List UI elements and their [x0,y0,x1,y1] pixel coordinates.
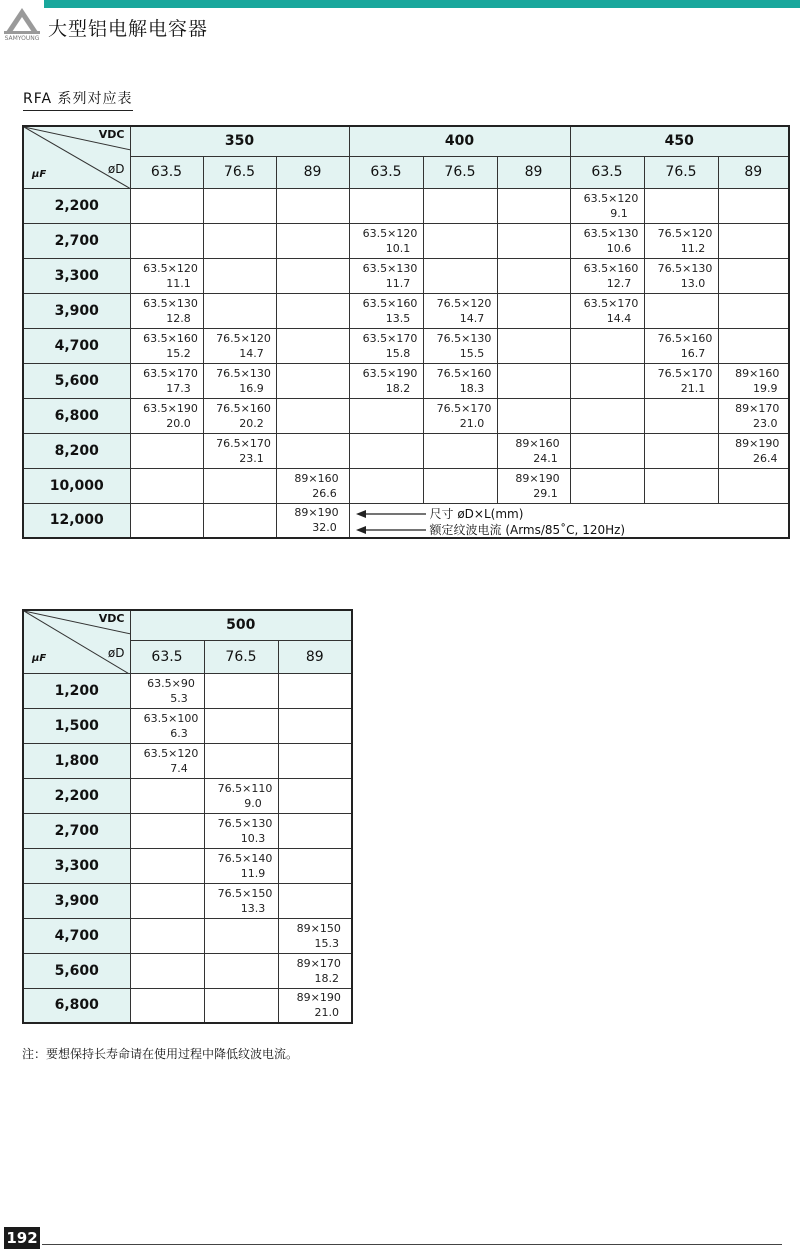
spec-cell [204,673,278,708]
spec-cell [130,813,204,848]
spec-cell [718,188,789,223]
capacitance-cell: 2,200 [23,778,130,813]
ripple-current-value: 20.2 [239,416,264,430]
ripple-current-value: 15.2 [166,346,191,360]
spec-cell [718,258,789,293]
size-value: 76.5×170 [216,436,271,450]
capacitance-cell: 2,700 [23,813,130,848]
capacitance-cell: 2,700 [23,223,130,258]
logo-text: SAMYOUNG [4,35,40,42]
ripple-current-value: 15.5 [459,346,485,360]
diameter-header: 89 [276,156,349,188]
spec-cell [497,293,570,328]
spec-cell [718,433,789,468]
spec-cell [203,328,276,363]
spec-cell [644,363,718,398]
diameter-header: 63.5 [570,156,644,188]
size-value: 76.5×120 [436,296,492,310]
spec-cell [497,328,570,363]
spec-cell [423,293,497,328]
diameter-header: 63.5 [349,156,423,188]
legend-cell [349,503,789,538]
legend-ripple-text: 额定纹波电流 (Arms/85˚C, 120Hz) [429,522,626,537]
size-value: 89×160 [515,436,560,450]
spec-cell [203,398,276,433]
ripple-current-value: 11.1 [166,276,191,290]
spec-cell [570,258,644,293]
table-row [23,258,789,293]
size-value: 63.5×170 [362,331,418,345]
ripple-current-value: 21.0 [459,416,485,430]
size-value: 89×160 [735,366,780,380]
spec-cell [570,398,644,433]
spec-cell [718,398,789,433]
ripple-current-value: 14.4 [606,311,632,325]
ripple-current-value: 18.2 [314,971,340,985]
spec-cell [423,398,497,433]
spec-cell [497,258,570,293]
spec-cell [204,918,278,953]
spec-cell [278,673,352,708]
spec-cell [497,223,570,258]
arrow-left-icon [356,510,426,518]
ripple-current-value: 13.3 [240,901,266,915]
ripple-current-value: 10.3 [240,831,266,845]
spec-cell [278,883,352,918]
diameter-header: 89 [497,156,570,188]
spec-cell [203,468,276,503]
spec-cell [130,918,204,953]
spec-cell [204,813,278,848]
capacitance-cell: 6,800 [23,988,130,1023]
size-value: 63.5×160 [583,261,639,275]
spec-cell [423,363,497,398]
spec-cell [203,363,276,398]
spec-cell [497,188,570,223]
spec-cell [497,398,570,433]
spec-cell [278,778,352,813]
spec-cell [204,778,278,813]
spec-cell [203,433,276,468]
capacitance-cell: 1,800 [23,743,130,778]
size-value: 89×190 [515,471,560,485]
spec-cell [203,188,276,223]
spec-cell [276,258,349,293]
size-value: 63.5×120 [143,261,198,275]
table-row [23,953,352,988]
size-value: 63.5×90 [147,676,195,690]
capacitance-cell: 3,900 [23,293,130,328]
ripple-current-value: 9.0 [244,796,262,810]
spec-cell [423,223,497,258]
ripple-current-value: 5.3 [170,691,188,705]
spec-cell [570,433,644,468]
spec-cell [349,223,423,258]
spec-cell [718,363,789,398]
size-value: 63.5×120 [362,226,418,240]
spec-cell [644,398,718,433]
spec-cell [278,918,352,953]
ripple-current-value: 26.4 [753,451,778,465]
ripple-current-value: 32.0 [312,521,337,535]
capacitance-cell: 10,000 [23,468,130,503]
spec-cell [276,398,349,433]
spec-cell [204,743,278,778]
size-value: 76.5×160 [216,401,271,415]
capacitance-cell: 6,800 [23,398,130,433]
spec-cell [278,813,352,848]
spec-cell [276,363,349,398]
spec-cell [130,363,203,398]
ripple-current-value: 13.0 [680,276,706,290]
size-value: 76.5×130 [436,331,492,345]
ripple-current-value: 17.3 [166,381,191,395]
ripple-current-value: 16.7 [680,346,706,360]
size-value: 76.5×170 [657,366,713,380]
spec-cell [644,188,718,223]
ripple-current-value: 15.8 [385,346,411,360]
ripple-current-value: 20.0 [166,416,191,430]
diameter-header: 76.5 [204,640,278,673]
voltage-header: 350 [130,126,349,156]
table-row [23,223,789,258]
diameter-header: 63.5 [130,640,204,673]
spec-cell [349,188,423,223]
capacitance-cell: 5,600 [23,363,130,398]
diameter-label: øD [107,162,125,176]
ripple-current-value: 10.1 [385,241,411,255]
samyoung-logo [2,2,42,42]
spec-cell [349,468,423,503]
spec-cell [278,743,352,778]
spec-cell [204,953,278,988]
spec-cell [423,188,497,223]
spec-cell [130,988,204,1023]
table-row [23,433,789,468]
arrow-left-icon [356,526,426,534]
size-value: 76.5×110 [217,781,273,795]
vdc-label: VDC [98,612,125,625]
spec-cell [130,188,203,223]
spec-cell [130,328,203,363]
spec-cell [130,258,203,293]
ripple-current-value: 6.3 [170,726,188,740]
spec-cell [276,468,349,503]
spec-cell [570,363,644,398]
spec-cell [497,468,570,503]
size-value: 89×170 [735,401,780,415]
ripple-current-value: 11.9 [240,866,266,880]
spec-cell [130,503,203,538]
ripple-current-value: 11.2 [680,241,706,255]
spec-cell [570,468,644,503]
size-value: 63.5×130 [143,296,198,310]
ripple-current-value: 13.5 [385,311,411,325]
capacitance-cell: 3,300 [23,848,130,883]
spec-cell [349,328,423,363]
table-row [23,673,352,708]
spec-cell [278,988,352,1023]
page-title: 大型铝电解电容器 [48,18,209,40]
size-value: 63.5×120 [583,191,639,205]
capacitor-table-350-450 [22,125,790,539]
diameter-header: 76.5 [203,156,276,188]
ripple-current-value: 21.1 [680,381,706,395]
spec-cell [130,398,203,433]
spec-cell [204,988,278,1023]
ripple-current-value: 14.7 [459,311,485,325]
spec-cell [570,223,644,258]
page-number: 192 [4,1227,40,1249]
spec-cell [644,258,718,293]
spec-cell [349,258,423,293]
capacitance-cell: 1,500 [23,708,130,743]
size-value: 63.5×190 [143,401,198,415]
spec-cell [278,848,352,883]
table-row [23,778,352,813]
size-value: 89×190 [296,991,341,1005]
capacitance-cell: 3,900 [23,883,130,918]
table-row [23,188,789,223]
ripple-current-value: 18.2 [385,381,411,395]
section-title: RFA 系列对应表 [23,88,133,111]
ripple-current-value: 15.3 [314,936,340,950]
spec-cell [718,468,789,503]
spec-cell [203,223,276,258]
size-value: 63.5×130 [362,261,418,275]
ripple-current-value: 9.1 [610,206,628,220]
spec-cell [718,223,789,258]
size-value: 76.5×160 [436,366,492,380]
capacitance-unit-label: μF [32,653,47,664]
capacitance-unit-label: μF [32,169,47,180]
size-value: 63.5×160 [143,331,198,345]
ripple-current-value: 11.7 [385,276,411,290]
spec-cell [349,293,423,328]
ripple-current-value: 10.6 [606,241,632,255]
size-value: 89×190 [735,436,780,450]
voltage-header: 400 [349,126,570,156]
capacitance-cell: 8,200 [23,433,130,468]
spec-cell [130,883,204,918]
spec-cell [423,258,497,293]
ripple-current-value: 24.1 [533,451,558,465]
table-row [23,848,352,883]
size-value: 89×150 [296,921,341,935]
spec-cell [204,848,278,883]
size-value: 76.5×130 [216,366,271,380]
table-row [23,398,789,433]
capacitance-cell: 5,600 [23,953,130,988]
spec-cell [204,708,278,743]
capacitance-cell: 2,200 [23,188,130,223]
vdc-label: VDC [98,128,125,141]
table-corner-header [23,610,130,673]
size-value: 76.5×140 [217,851,273,865]
spec-cell [349,398,423,433]
spec-cell [276,188,349,223]
size-value: 63.5×170 [143,366,198,380]
ripple-current-value: 12.8 [166,311,191,325]
voltage-header: 450 [570,126,789,156]
spec-cell [497,433,570,468]
ripple-current-value: 19.9 [753,381,778,395]
spec-cell [644,433,718,468]
table-row [23,743,352,778]
spec-cell [644,328,718,363]
size-value: 63.5×120 [143,746,199,760]
ripple-current-value: 12.7 [606,276,632,290]
spec-cell [276,293,349,328]
legend-size-text: 尺寸 øD×L(mm) [429,506,524,521]
size-value: 76.5×130 [657,261,713,275]
spec-cell [497,363,570,398]
size-value: 63.5×160 [362,296,418,310]
diameter-header: 89 [278,640,352,673]
ripple-current-value: 29.1 [533,486,558,500]
spec-cell [570,293,644,328]
ripple-current-value: 18.3 [459,381,485,395]
voltage-header: 500 [130,610,352,640]
capacitance-cell: 4,700 [23,328,130,363]
spec-cell [644,468,718,503]
spec-cell [130,223,203,258]
spec-cell [644,223,718,258]
spec-cell [644,293,718,328]
size-value: 89×160 [294,471,339,485]
size-value: 76.5×170 [436,401,492,415]
table-row [23,708,352,743]
spec-cell [203,258,276,293]
diameter-header: 63.5 [130,156,203,188]
capacitance-cell: 3,300 [23,258,130,293]
spec-cell [276,433,349,468]
size-value: 63.5×170 [583,296,639,310]
spec-cell [349,433,423,468]
spec-cell [130,778,204,813]
spec-cell [130,293,203,328]
spec-cell [423,328,497,363]
size-value: 76.5×150 [217,886,273,900]
table-row [23,813,352,848]
ripple-current-value: 23.0 [753,416,778,430]
table-row [23,883,352,918]
spec-cell [130,953,204,988]
spec-cell [278,708,352,743]
ripple-current-value: 14.7 [239,346,264,360]
spec-cell [130,433,203,468]
table-row [23,988,352,1023]
spec-cell [130,468,203,503]
capacitor-table-500 [22,609,353,1024]
diameter-header: 76.5 [423,156,497,188]
capacitance-cell: 4,700 [23,918,130,953]
footnote: 注：要想保持长寿命请在使用过程中降低纹波电流。 [22,1047,299,1061]
header-accent-bar [44,0,800,8]
spec-cell [204,883,278,918]
table-row [23,293,789,328]
spec-cell [276,503,349,538]
ripple-current-value: 16.9 [239,381,264,395]
size-value: 76.5×130 [217,816,273,830]
spec-cell [718,293,789,328]
spec-cell [718,328,789,363]
size-value: 63.5×100 [143,711,199,725]
spec-cell [349,363,423,398]
diameter-label: øD [107,646,125,660]
footer-divider [42,1244,782,1245]
size-value: 76.5×120 [657,226,713,240]
table-row [23,503,789,538]
spec-cell [278,953,352,988]
size-value: 63.5×130 [583,226,639,240]
table-row [23,918,352,953]
spec-cell [423,468,497,503]
ripple-current-value: 7.4 [170,761,188,775]
size-value: 76.5×160 [657,331,713,345]
table-row [23,468,789,503]
spec-cell [130,673,204,708]
spec-cell [276,223,349,258]
table-row [23,328,789,363]
spec-cell [570,328,644,363]
table-corner-header [23,126,130,188]
spec-cell [423,433,497,468]
ripple-current-value: 23.1 [239,451,264,465]
capacitance-cell: 12,000 [23,503,130,538]
table-row [23,363,789,398]
spec-cell [570,188,644,223]
capacitance-cell: 1,200 [23,673,130,708]
diameter-header: 76.5 [644,156,718,188]
ripple-current-value: 26.6 [312,486,337,500]
spec-cell [276,328,349,363]
spec-cell [203,293,276,328]
size-value: 89×190 [294,506,339,520]
size-value: 63.5×190 [362,366,418,380]
spec-cell [130,848,204,883]
spec-cell [130,743,204,778]
size-value: 76.5×120 [216,331,271,345]
spec-cell [203,503,276,538]
spec-cell [130,708,204,743]
size-value: 89×170 [296,956,341,970]
ripple-current-value: 21.0 [314,1006,340,1020]
legend [356,506,626,538]
diameter-header: 89 [718,156,789,188]
